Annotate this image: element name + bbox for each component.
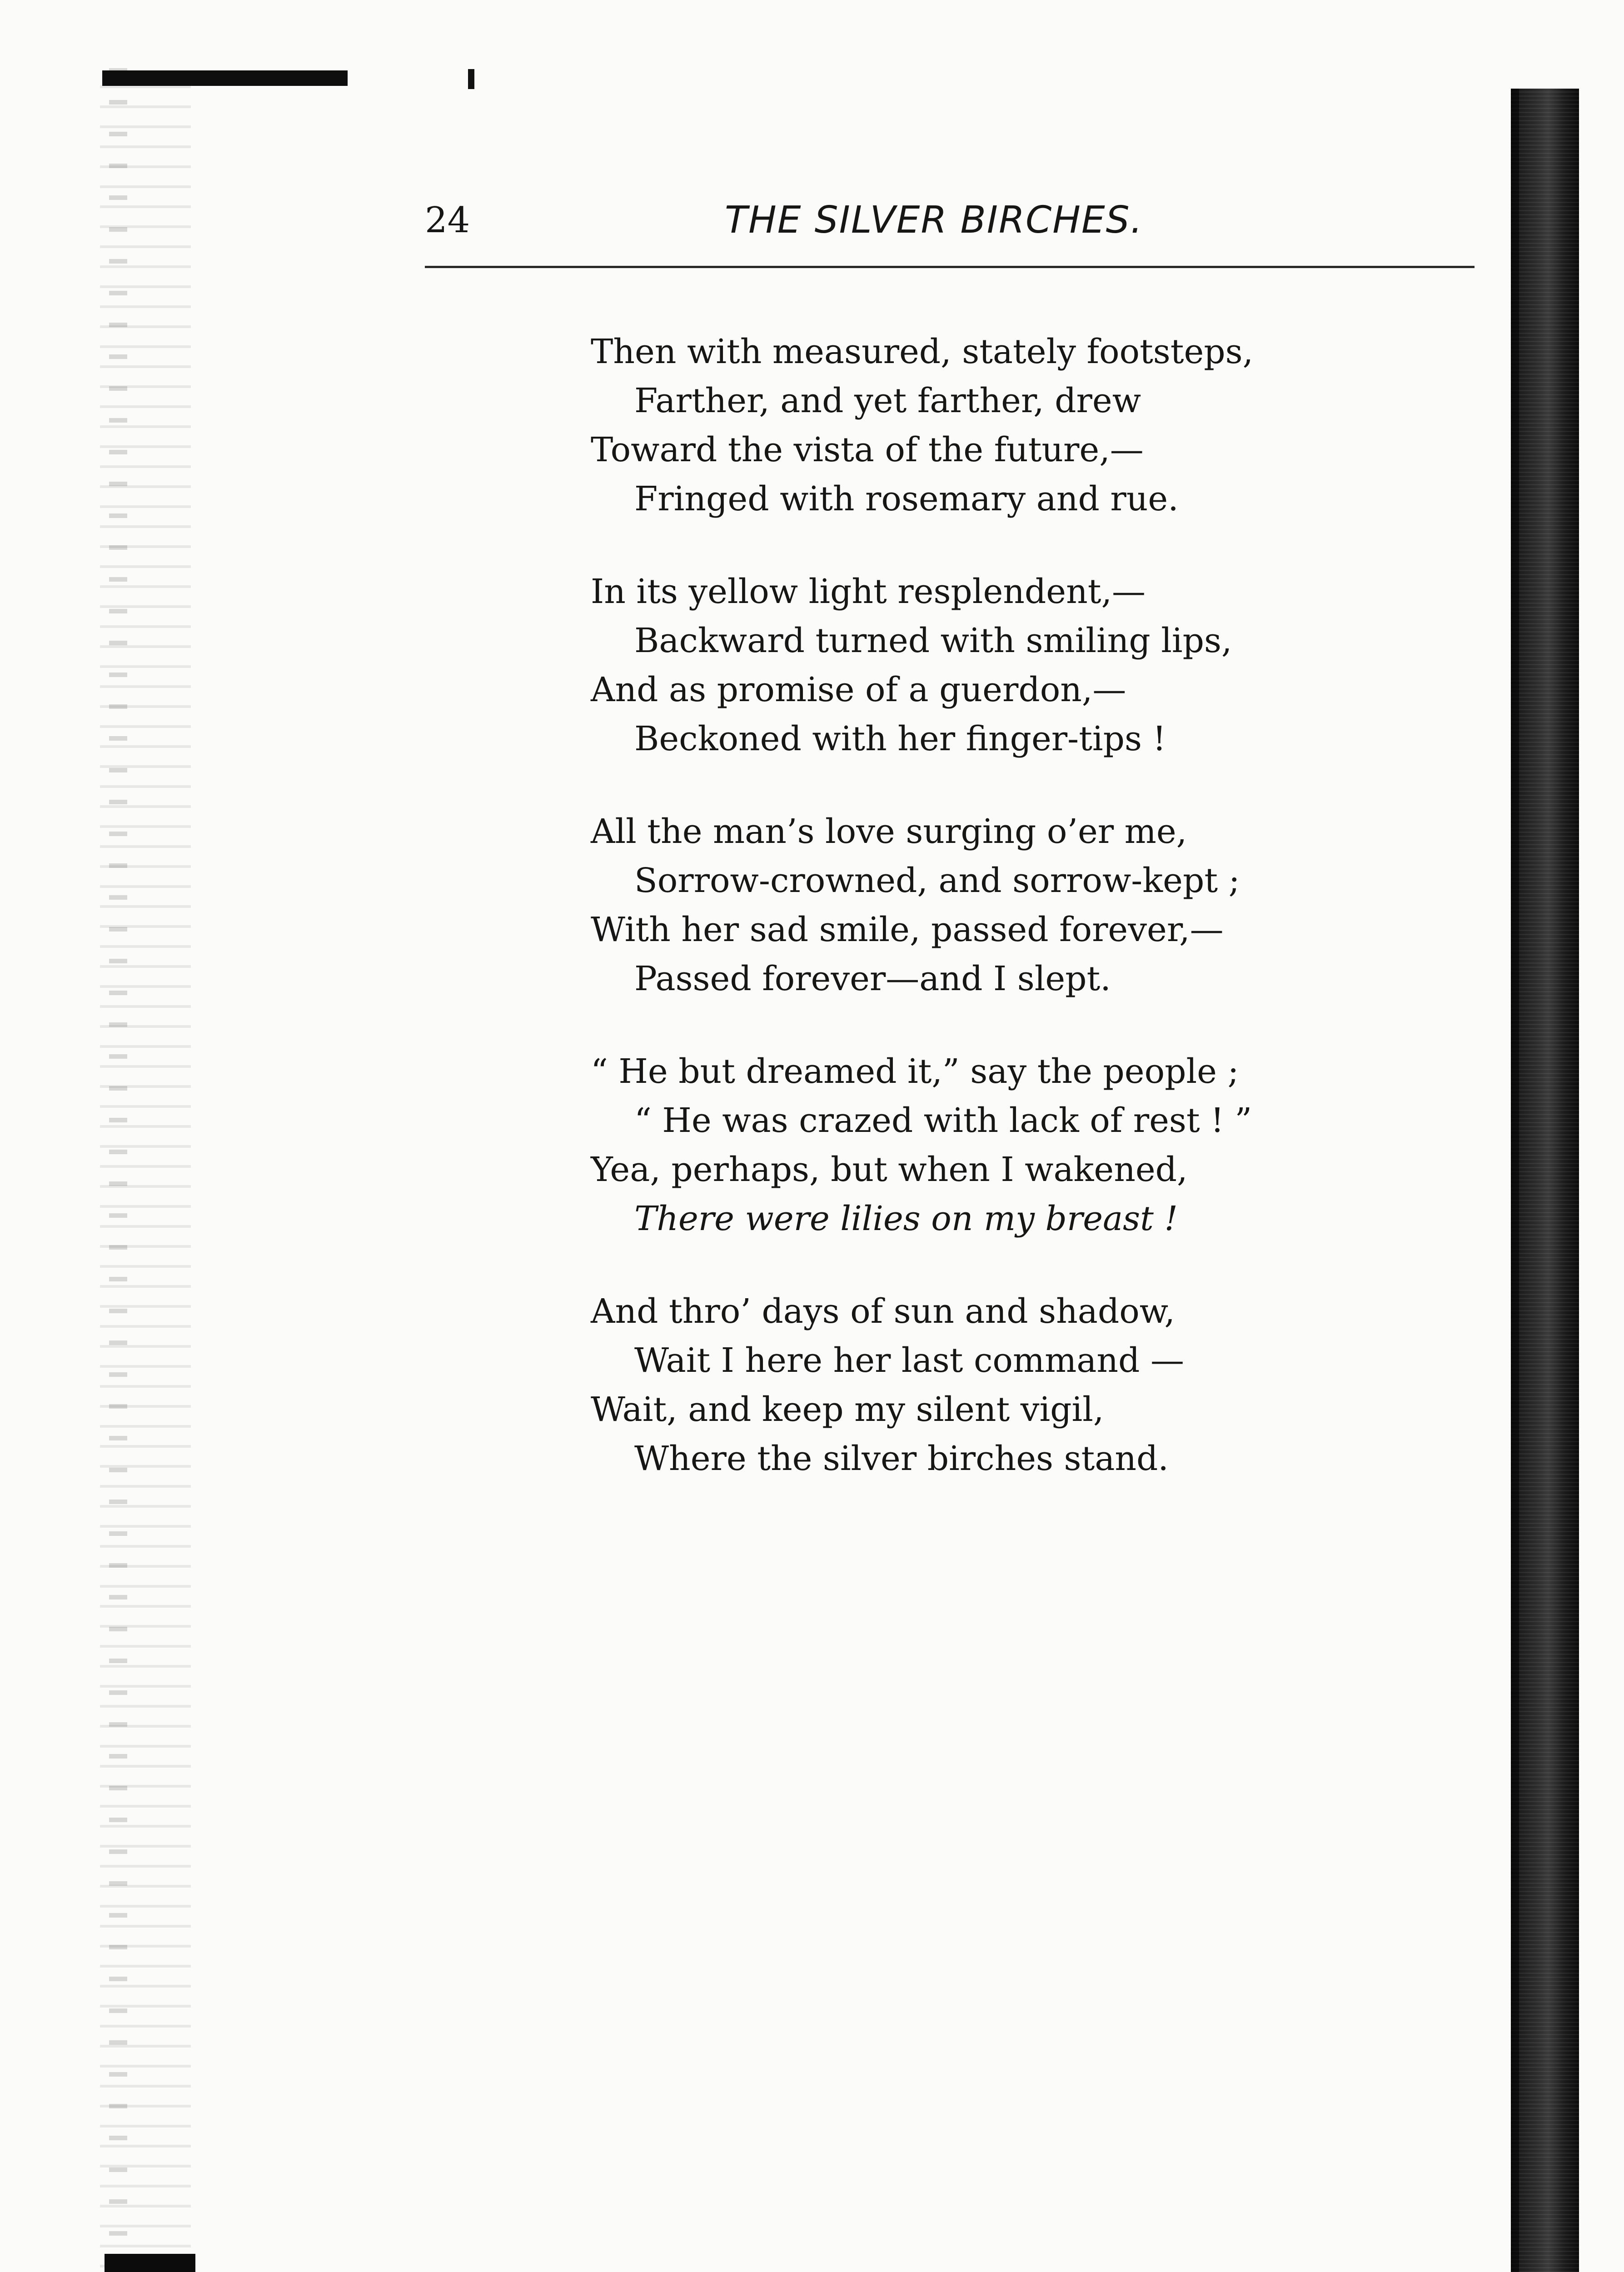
stanza	[591, 1047, 1340, 1243]
scan-top-bar-artifact	[102, 70, 348, 86]
stanza	[591, 807, 1340, 1003]
poem-line: In its yellow light resplendent,—	[591, 572, 1146, 611]
poem-line: Farther, and yet farther, drew	[634, 381, 1141, 420]
poem-line: Passed forever—and I slept.	[634, 959, 1111, 998]
poem-line-italic: There were lilies on my breast !	[634, 1199, 1178, 1238]
poem-line: Wait I here her last command —	[634, 1341, 1184, 1380]
scan-bottom-block-artifact	[105, 2254, 195, 2272]
poem-line: “ He but dreamed it,” say the people ;	[591, 1052, 1239, 1091]
poem-line: Fringed with rosemary and rue.	[634, 479, 1179, 518]
poem-line: And thro’ days of sun and shadow,	[591, 1292, 1175, 1331]
running-title: THE SILVER BIRCHES.	[725, 199, 1143, 242]
poem-line: Where the silver birches stand.	[634, 1439, 1169, 1478]
stanza	[591, 327, 1340, 523]
scan-top-tick-artifact	[468, 69, 474, 89]
stanza	[591, 567, 1340, 763]
scan-left-edge-artifact	[100, 68, 191, 2272]
poem-line: Yea, perhaps, but when I wakened,	[591, 1150, 1188, 1189]
poem-line: Then with measured, stately footsteps,	[591, 332, 1254, 371]
poem-line: “ He was crazed with lack of rest ! ”	[634, 1101, 1252, 1140]
poem-line: With her sad smile, passed forever,—	[591, 910, 1224, 949]
scan-binding-shadow	[1511, 89, 1579, 2272]
stanza	[591, 1287, 1340, 1483]
page-header	[425, 195, 1470, 245]
poem-line: And as promise of a guerdon,—	[591, 670, 1126, 709]
poem-line: Backward turned with smiling lips,	[634, 621, 1232, 660]
poem-line: Toward the vista of the future,—	[591, 430, 1144, 469]
poem-line: Beckoned with her finger-tips !	[634, 719, 1166, 758]
page-number: 24	[425, 200, 470, 241]
poem-line: Wait, and keep my silent vigil,	[591, 1390, 1104, 1429]
poem	[591, 327, 1340, 1527]
poem-line: Sorrow-crowned, and sorrow-kept ;	[634, 861, 1240, 900]
poem-line: All the man’s love surging o’er me,	[591, 812, 1187, 851]
header-rule	[425, 266, 1475, 268]
